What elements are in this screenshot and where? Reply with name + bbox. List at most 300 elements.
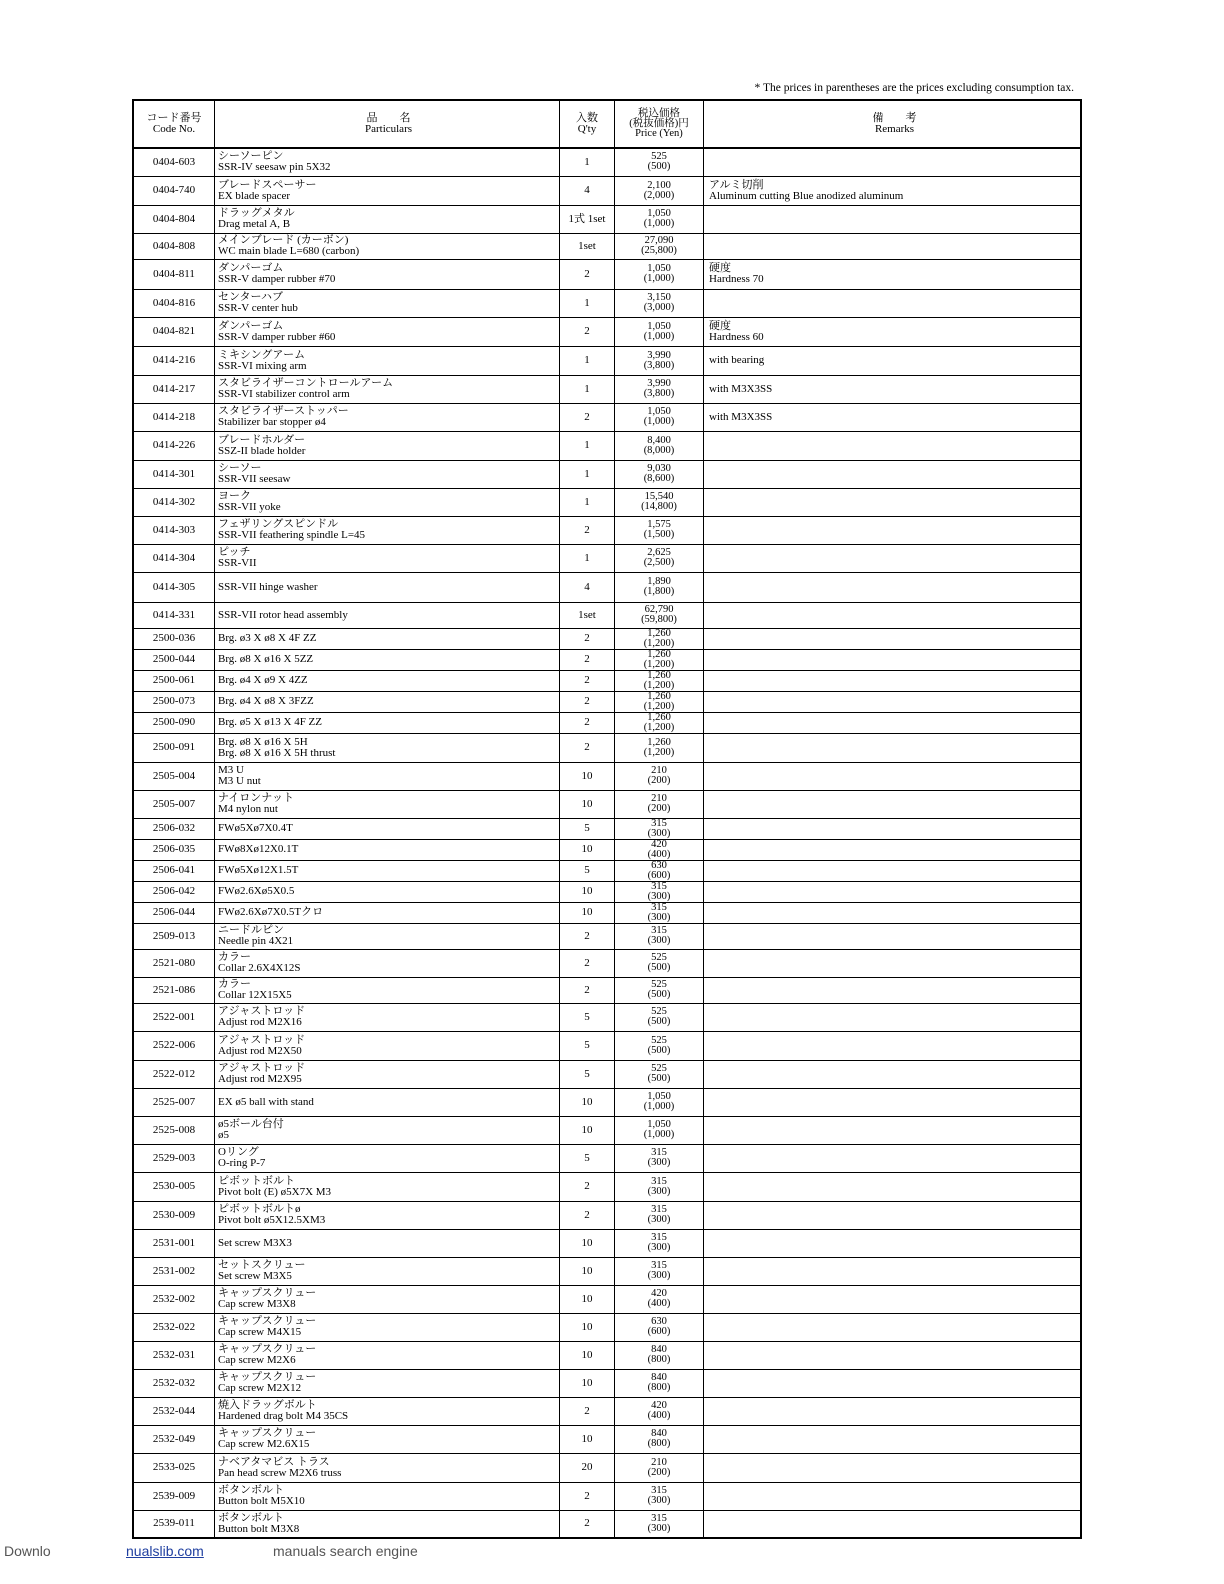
particulars-en: SSR-VII rotor head assembly (218, 608, 348, 621)
cell-price (615, 1060, 704, 1088)
cell-code: 2532-032 (133, 1369, 215, 1397)
cell-code: 2539-009 (133, 1482, 215, 1510)
cell-particulars (215, 460, 560, 488)
price-incl-tax: 840 (651, 1428, 667, 1439)
particulars-en: SSR-V center hub (218, 302, 298, 314)
footer-site-link[interactable]: nualslib.com (126, 1543, 204, 1559)
parts-price-table (132, 99, 1082, 1539)
table-row (133, 259, 1081, 289)
price-excl-tax: (1,000) (643, 273, 675, 284)
cell-particulars (215, 1425, 560, 1453)
cell-particulars (215, 205, 560, 233)
table-row (133, 205, 1081, 233)
cell-remarks (704, 790, 1082, 818)
cell-code: 2532-044 (133, 1397, 215, 1425)
cell-qty: 10 (560, 762, 615, 790)
cell-qty: 1 (560, 431, 615, 460)
price-excl-tax: (1,200) (643, 721, 675, 733)
table-row (133, 1229, 1081, 1257)
particulars-jp: 焼入ドラッグボルト (218, 1399, 317, 1411)
cell-price (615, 1453, 704, 1482)
cell-code: 2500-061 (133, 670, 215, 691)
cell-particulars (215, 1144, 560, 1172)
cell-particulars (215, 923, 560, 949)
cell-price (615, 628, 704, 649)
cell-price (615, 544, 704, 572)
cell-code: 0404-804 (133, 205, 215, 233)
cell-price (615, 375, 704, 403)
price-excl-tax: (300) (647, 1495, 671, 1506)
particulars-jp: ドラッグメタル (218, 207, 295, 219)
cell-remarks (704, 1060, 1082, 1088)
cell-remarks (704, 148, 1082, 176)
cell-code: 2522-006 (133, 1031, 215, 1060)
price-excl-tax: (300) (647, 890, 671, 902)
price-excl-tax: (300) (647, 935, 671, 946)
table-row (133, 1482, 1081, 1510)
table-row (133, 1313, 1081, 1341)
footer-download-text: Downlo (4, 1543, 51, 1559)
cell-price (615, 860, 704, 881)
table-row (133, 977, 1081, 1003)
cell-remarks (704, 375, 1082, 403)
table-row (133, 1201, 1081, 1229)
table-row (133, 790, 1081, 818)
cell-price (615, 839, 704, 860)
price-excl-tax: (3,800) (643, 388, 675, 399)
cell-remarks (704, 1201, 1082, 1229)
cell-code: 2532-031 (133, 1341, 215, 1369)
price-excl-tax: (500) (647, 1016, 671, 1027)
cell-price (615, 1003, 704, 1031)
cell-code: 0404-603 (133, 148, 215, 176)
cell-qty: 2 (560, 516, 615, 544)
particulars-en: SSR-V damper rubber #70 (218, 273, 336, 285)
cell-price (615, 1031, 704, 1060)
cell-price (615, 259, 704, 289)
cell-particulars (215, 1285, 560, 1313)
cell-qty: 10 (560, 881, 615, 902)
price-excl-tax: (600) (647, 869, 671, 881)
particulars-en: Cap screw M2X6 (218, 1354, 296, 1366)
price-excl-tax: (1,200) (643, 746, 675, 758)
cell-qty: 10 (560, 790, 615, 818)
remarks-en: with bearing (709, 354, 765, 366)
table-row (133, 1369, 1081, 1397)
cell-remarks (704, 205, 1082, 233)
table-row (133, 649, 1081, 670)
price-incl-tax: 315 (651, 1485, 667, 1496)
cell-code: 2522-001 (133, 1003, 215, 1031)
cell-price (615, 762, 704, 790)
cell-remarks (704, 176, 1082, 205)
price-incl-tax: 1,890 (647, 576, 671, 587)
cell-remarks (704, 346, 1082, 375)
particulars-en: Button bolt M3X8 (218, 1522, 300, 1535)
cell-particulars (215, 488, 560, 516)
cell-price (615, 346, 704, 375)
cell-particulars (215, 516, 560, 544)
cell-code: 0414-302 (133, 488, 215, 516)
particulars-jp: ナベアタマビス トラス (218, 1455, 330, 1468)
cell-remarks (704, 1510, 1082, 1538)
cell-code: 2532-049 (133, 1425, 215, 1453)
cell-code: 2509-013 (133, 923, 215, 949)
cell-qty: 1set (560, 233, 615, 259)
cell-qty: 5 (560, 860, 615, 881)
cell-remarks (704, 259, 1082, 289)
cell-qty: 2 (560, 259, 615, 289)
cell-qty: 10 (560, 1369, 615, 1397)
cell-remarks (704, 670, 1082, 691)
cell-qty: 2 (560, 949, 615, 977)
cell-code: 0404-811 (133, 259, 215, 289)
cell-qty: 5 (560, 1060, 615, 1088)
cell-remarks (704, 881, 1082, 902)
cell-remarks (704, 902, 1082, 923)
table-row (133, 403, 1081, 431)
table-row (133, 346, 1081, 375)
particulars-jp: ダンパーゴム (218, 262, 284, 274)
price-excl-tax: (1,800) (643, 586, 675, 597)
footer-tagline: manuals search engine (273, 1543, 418, 1559)
cell-price (615, 403, 704, 431)
particulars-en: SSR-V damper rubber #60 (218, 330, 336, 343)
price-incl-tax: 15,540 (644, 491, 674, 502)
particulars-jp: ブレードスペーサー (218, 178, 317, 191)
particulars-jp: M3 U (218, 764, 244, 776)
cell-remarks (704, 712, 1082, 733)
price-excl-tax: (1,500) (643, 529, 675, 540)
cell-particulars (215, 1341, 560, 1369)
particulars-en: Set screw M3X5 (218, 1270, 292, 1282)
particulars-en: Pivot bolt (E) ø5X7X M3 (218, 1185, 332, 1198)
table-row (133, 733, 1081, 762)
price-incl-tax: 630 (651, 1316, 667, 1327)
price-incl-tax: 840 (651, 1344, 667, 1355)
cell-qty: 2 (560, 1482, 615, 1510)
cell-remarks (704, 1397, 1082, 1425)
cell-particulars (215, 317, 560, 346)
cell-qty: 1 (560, 289, 615, 317)
table-row (133, 670, 1081, 691)
price-excl-tax: (59,800) (641, 614, 677, 625)
price-excl-tax: (1,000) (643, 330, 675, 342)
price-incl-tax: 315 (651, 1232, 667, 1243)
price-excl-tax: (500) (647, 161, 671, 173)
cell-remarks (704, 1144, 1082, 1172)
price-excl-tax: (1,000) (643, 1129, 675, 1140)
cell-particulars (215, 1482, 560, 1510)
price-incl-tax: 1,050 (647, 1119, 671, 1130)
cell-price (615, 602, 704, 628)
price-incl-tax: 315 (651, 881, 667, 892)
cell-particulars (215, 1060, 560, 1088)
cell-remarks (704, 839, 1082, 860)
cell-remarks (704, 691, 1082, 712)
header-qty: 入数 Q'ty (560, 100, 615, 148)
price-excl-tax: (300) (647, 1522, 671, 1534)
price-incl-tax: 3,990 (647, 378, 671, 389)
table-row (133, 1003, 1081, 1031)
cell-price (615, 902, 704, 923)
price-incl-tax: 8,400 (647, 434, 671, 446)
cell-remarks (704, 733, 1082, 762)
cell-price (615, 1088, 704, 1116)
particulars-en: Set screw M3X3 (218, 1236, 292, 1249)
cell-particulars (215, 1257, 560, 1285)
cell-qty: 5 (560, 1144, 615, 1172)
table-row (133, 691, 1081, 712)
table-row (133, 1397, 1081, 1425)
price-incl-tax: 62,790 (644, 604, 674, 615)
table-row (133, 602, 1081, 628)
particulars-en: FWø2.6Xø7X0.5Tクロ (218, 906, 324, 918)
cell-code: 2505-004 (133, 762, 215, 790)
cell-qty: 10 (560, 1285, 615, 1313)
cell-remarks (704, 572, 1082, 602)
particulars-jp: スタビライザーコントロールアーム (218, 377, 394, 389)
cell-remarks (704, 233, 1082, 259)
cell-particulars (215, 818, 560, 839)
cell-price (615, 649, 704, 670)
particulars-en: Brg. ø8 X ø16 X 5ZZ (218, 653, 314, 665)
particulars-en: Cap screw M4X15 (218, 1326, 302, 1338)
cell-particulars (215, 860, 560, 881)
cell-price (615, 790, 704, 818)
cell-code: 0404-808 (133, 233, 215, 259)
cell-particulars (215, 1453, 560, 1482)
particulars-jp: ピボットボルトø (218, 1203, 301, 1215)
cell-particulars (215, 602, 560, 628)
cell-price (615, 712, 704, 733)
table-row (133, 176, 1081, 205)
particulars-jp: アジャストロッド (218, 1033, 306, 1046)
particulars-jp: スタビライザーストッパー (218, 405, 349, 417)
price-incl-tax: 1,050 (647, 1091, 671, 1102)
cell-code: 0414-304 (133, 544, 215, 572)
header-price: 税込価格 (税抜価格)円 Price (Yen) (615, 100, 704, 148)
table-row (133, 1060, 1081, 1088)
price-incl-tax: 2,100 (647, 179, 671, 191)
price-incl-tax: 525 (651, 151, 667, 163)
cell-code: 0414-303 (133, 516, 215, 544)
cell-remarks (704, 544, 1082, 572)
cell-particulars (215, 1313, 560, 1341)
cell-particulars (215, 733, 560, 762)
cell-price (615, 670, 704, 691)
cell-price (615, 1369, 704, 1397)
cell-code: 2500-090 (133, 712, 215, 733)
table-row (133, 1172, 1081, 1201)
cell-price (615, 431, 704, 460)
cell-particulars (215, 1116, 560, 1144)
cell-price (615, 176, 704, 205)
table-row (133, 818, 1081, 839)
price-incl-tax: 27,090 (644, 235, 674, 246)
price-incl-tax: 315 (651, 925, 667, 936)
particulars-jp: ミキシングアーム (218, 348, 306, 361)
table-row (133, 1341, 1081, 1369)
cell-remarks (704, 949, 1082, 977)
cell-particulars (215, 839, 560, 860)
cell-particulars (215, 148, 560, 176)
price-excl-tax: (1,000) (643, 416, 675, 427)
table-row (133, 839, 1081, 860)
cell-code: 2531-001 (133, 1229, 215, 1257)
cell-particulars (215, 762, 560, 790)
cell-particulars (215, 572, 560, 602)
cell-qty: 10 (560, 839, 615, 860)
particulars-en: SSR-VII feathering spindle L=45 (218, 529, 366, 541)
table-row (133, 1510, 1081, 1538)
price-excl-tax: (1,200) (643, 637, 675, 649)
cell-particulars (215, 346, 560, 375)
price-excl-tax: (800) (647, 1354, 671, 1365)
cell-price (615, 691, 704, 712)
cell-remarks (704, 403, 1082, 431)
cell-qty: 5 (560, 1031, 615, 1060)
table-row (133, 544, 1081, 572)
table-row (133, 1257, 1081, 1285)
cell-code: 0414-216 (133, 346, 215, 375)
particulars-jp: セットスクリュー (218, 1259, 306, 1271)
cell-code: 2500-091 (133, 733, 215, 762)
particulars-jp: ピボットボルト (218, 1174, 295, 1187)
price-excl-tax: (200) (647, 803, 671, 814)
remarks-en: Hardness 60 (709, 330, 764, 343)
cell-qty: 10 (560, 1088, 615, 1116)
table-body (133, 148, 1081, 1538)
price-incl-tax: 1,260 (647, 712, 671, 723)
cell-remarks (704, 602, 1082, 628)
particulars-jp: ボタンボルト (218, 1511, 284, 1524)
cell-price (615, 1257, 704, 1285)
price-excl-tax: (1,000) (643, 1101, 675, 1112)
cell-qty: 2 (560, 1397, 615, 1425)
cell-remarks (704, 1369, 1082, 1397)
particulars-en: Stabilizer bar stopper ø4 (218, 416, 326, 428)
cell-code: 0414-218 (133, 403, 215, 431)
price-incl-tax: 3,150 (647, 292, 671, 303)
cell-particulars (215, 628, 560, 649)
cell-remarks (704, 1341, 1082, 1369)
table-row (133, 1116, 1081, 1144)
cell-particulars (215, 1510, 560, 1538)
cell-qty: 10 (560, 1313, 615, 1341)
price-incl-tax: 1,050 (647, 263, 671, 274)
cell-remarks (704, 1088, 1082, 1116)
cell-particulars (215, 1229, 560, 1257)
table-row (133, 148, 1081, 176)
price-excl-tax: (25,800) (641, 245, 677, 256)
price-excl-tax: (1,200) (643, 679, 675, 691)
cell-price (615, 1313, 704, 1341)
cell-remarks (704, 1172, 1082, 1201)
table-row (133, 488, 1081, 516)
cell-code: 2506-032 (133, 818, 215, 839)
remarks-en: with M3X3SS (709, 382, 773, 395)
cell-price (615, 205, 704, 233)
particulars-en: Cap screw M3X8 (218, 1298, 296, 1310)
cell-particulars (215, 1369, 560, 1397)
particulars-en: Pan head screw M2X6 truss (218, 1466, 342, 1479)
cell-particulars (215, 712, 560, 733)
cell-code: 2539-011 (133, 1510, 215, 1538)
cell-qty: 2 (560, 649, 615, 670)
price-incl-tax: 315 (651, 1147, 667, 1158)
cell-particulars (215, 1397, 560, 1425)
cell-particulars (215, 1003, 560, 1031)
table-row (133, 881, 1081, 902)
cell-code: 2521-080 (133, 949, 215, 977)
particulars-en: FWø5Xø7X0.4T (218, 822, 293, 834)
cell-code: 2529-003 (133, 1144, 215, 1172)
particulars-en: Adjust rod M2X50 (218, 1044, 302, 1057)
particulars-en: SSR-VII hinge washer (218, 580, 318, 593)
particulars-en: Brg. ø4 X ø9 X 4ZZ (218, 674, 308, 686)
price-incl-tax: 210 (651, 1456, 667, 1468)
cell-code: 2505-007 (133, 790, 215, 818)
particulars-jp: ニードルピン (218, 924, 284, 936)
table-row (133, 860, 1081, 881)
particulars-jp: キャップスクリュー (218, 1427, 317, 1439)
cell-code: 2506-042 (133, 881, 215, 902)
table-row (133, 712, 1081, 733)
table-row (133, 375, 1081, 403)
price-excl-tax: (2,000) (643, 189, 675, 201)
remarks-jp: 硬度 (709, 319, 731, 332)
price-incl-tax: 315 (651, 1260, 667, 1271)
cell-particulars (215, 403, 560, 431)
particulars-en: SSR-VII yoke (218, 501, 281, 513)
cell-qty: 1 (560, 488, 615, 516)
cell-qty: 2 (560, 1172, 615, 1201)
cell-code: 0414-331 (133, 602, 215, 628)
price-excl-tax: (500) (647, 1044, 671, 1056)
cell-remarks (704, 1313, 1082, 1341)
remarks-en: Aluminum cutting Blue anodized aluminum (709, 189, 904, 202)
cell-qty: 1 (560, 346, 615, 375)
particulars-jp: カラー (218, 978, 251, 990)
price-excl-tax: (600) (647, 1326, 671, 1337)
cell-qty: 2 (560, 733, 615, 762)
particulars-en: SSR-VI mixing arm (218, 359, 307, 372)
price-incl-tax: 210 (651, 765, 667, 776)
cell-particulars (215, 544, 560, 572)
price-excl-tax: (300) (647, 1214, 671, 1225)
cell-qty: 1set (560, 602, 615, 628)
table-row (133, 1453, 1081, 1482)
price-incl-tax: 525 (651, 1006, 667, 1017)
price-incl-tax: 315 (651, 1175, 667, 1187)
cell-code: 2530-009 (133, 1201, 215, 1229)
cell-price (615, 881, 704, 902)
particulars-jp: キャップスクリュー (218, 1287, 317, 1299)
particulars-en: Brg. ø4 X ø8 X 3FZZ (218, 695, 314, 707)
price-incl-tax: 1,260 (647, 670, 671, 681)
price-incl-tax: 525 (651, 1034, 667, 1046)
cell-price (615, 1341, 704, 1369)
header-remarks: 備 考 Remarks (704, 100, 1082, 148)
remarks-en: with M3X3SS (709, 410, 773, 423)
cell-code: 2532-002 (133, 1285, 215, 1313)
particulars-en: Button bolt M5X10 (218, 1495, 305, 1507)
cell-qty: 20 (560, 1453, 615, 1482)
particulars-en: Cap screw M2.6X15 (218, 1438, 310, 1450)
cell-qty: 5 (560, 1003, 615, 1031)
cell-price (615, 289, 704, 317)
